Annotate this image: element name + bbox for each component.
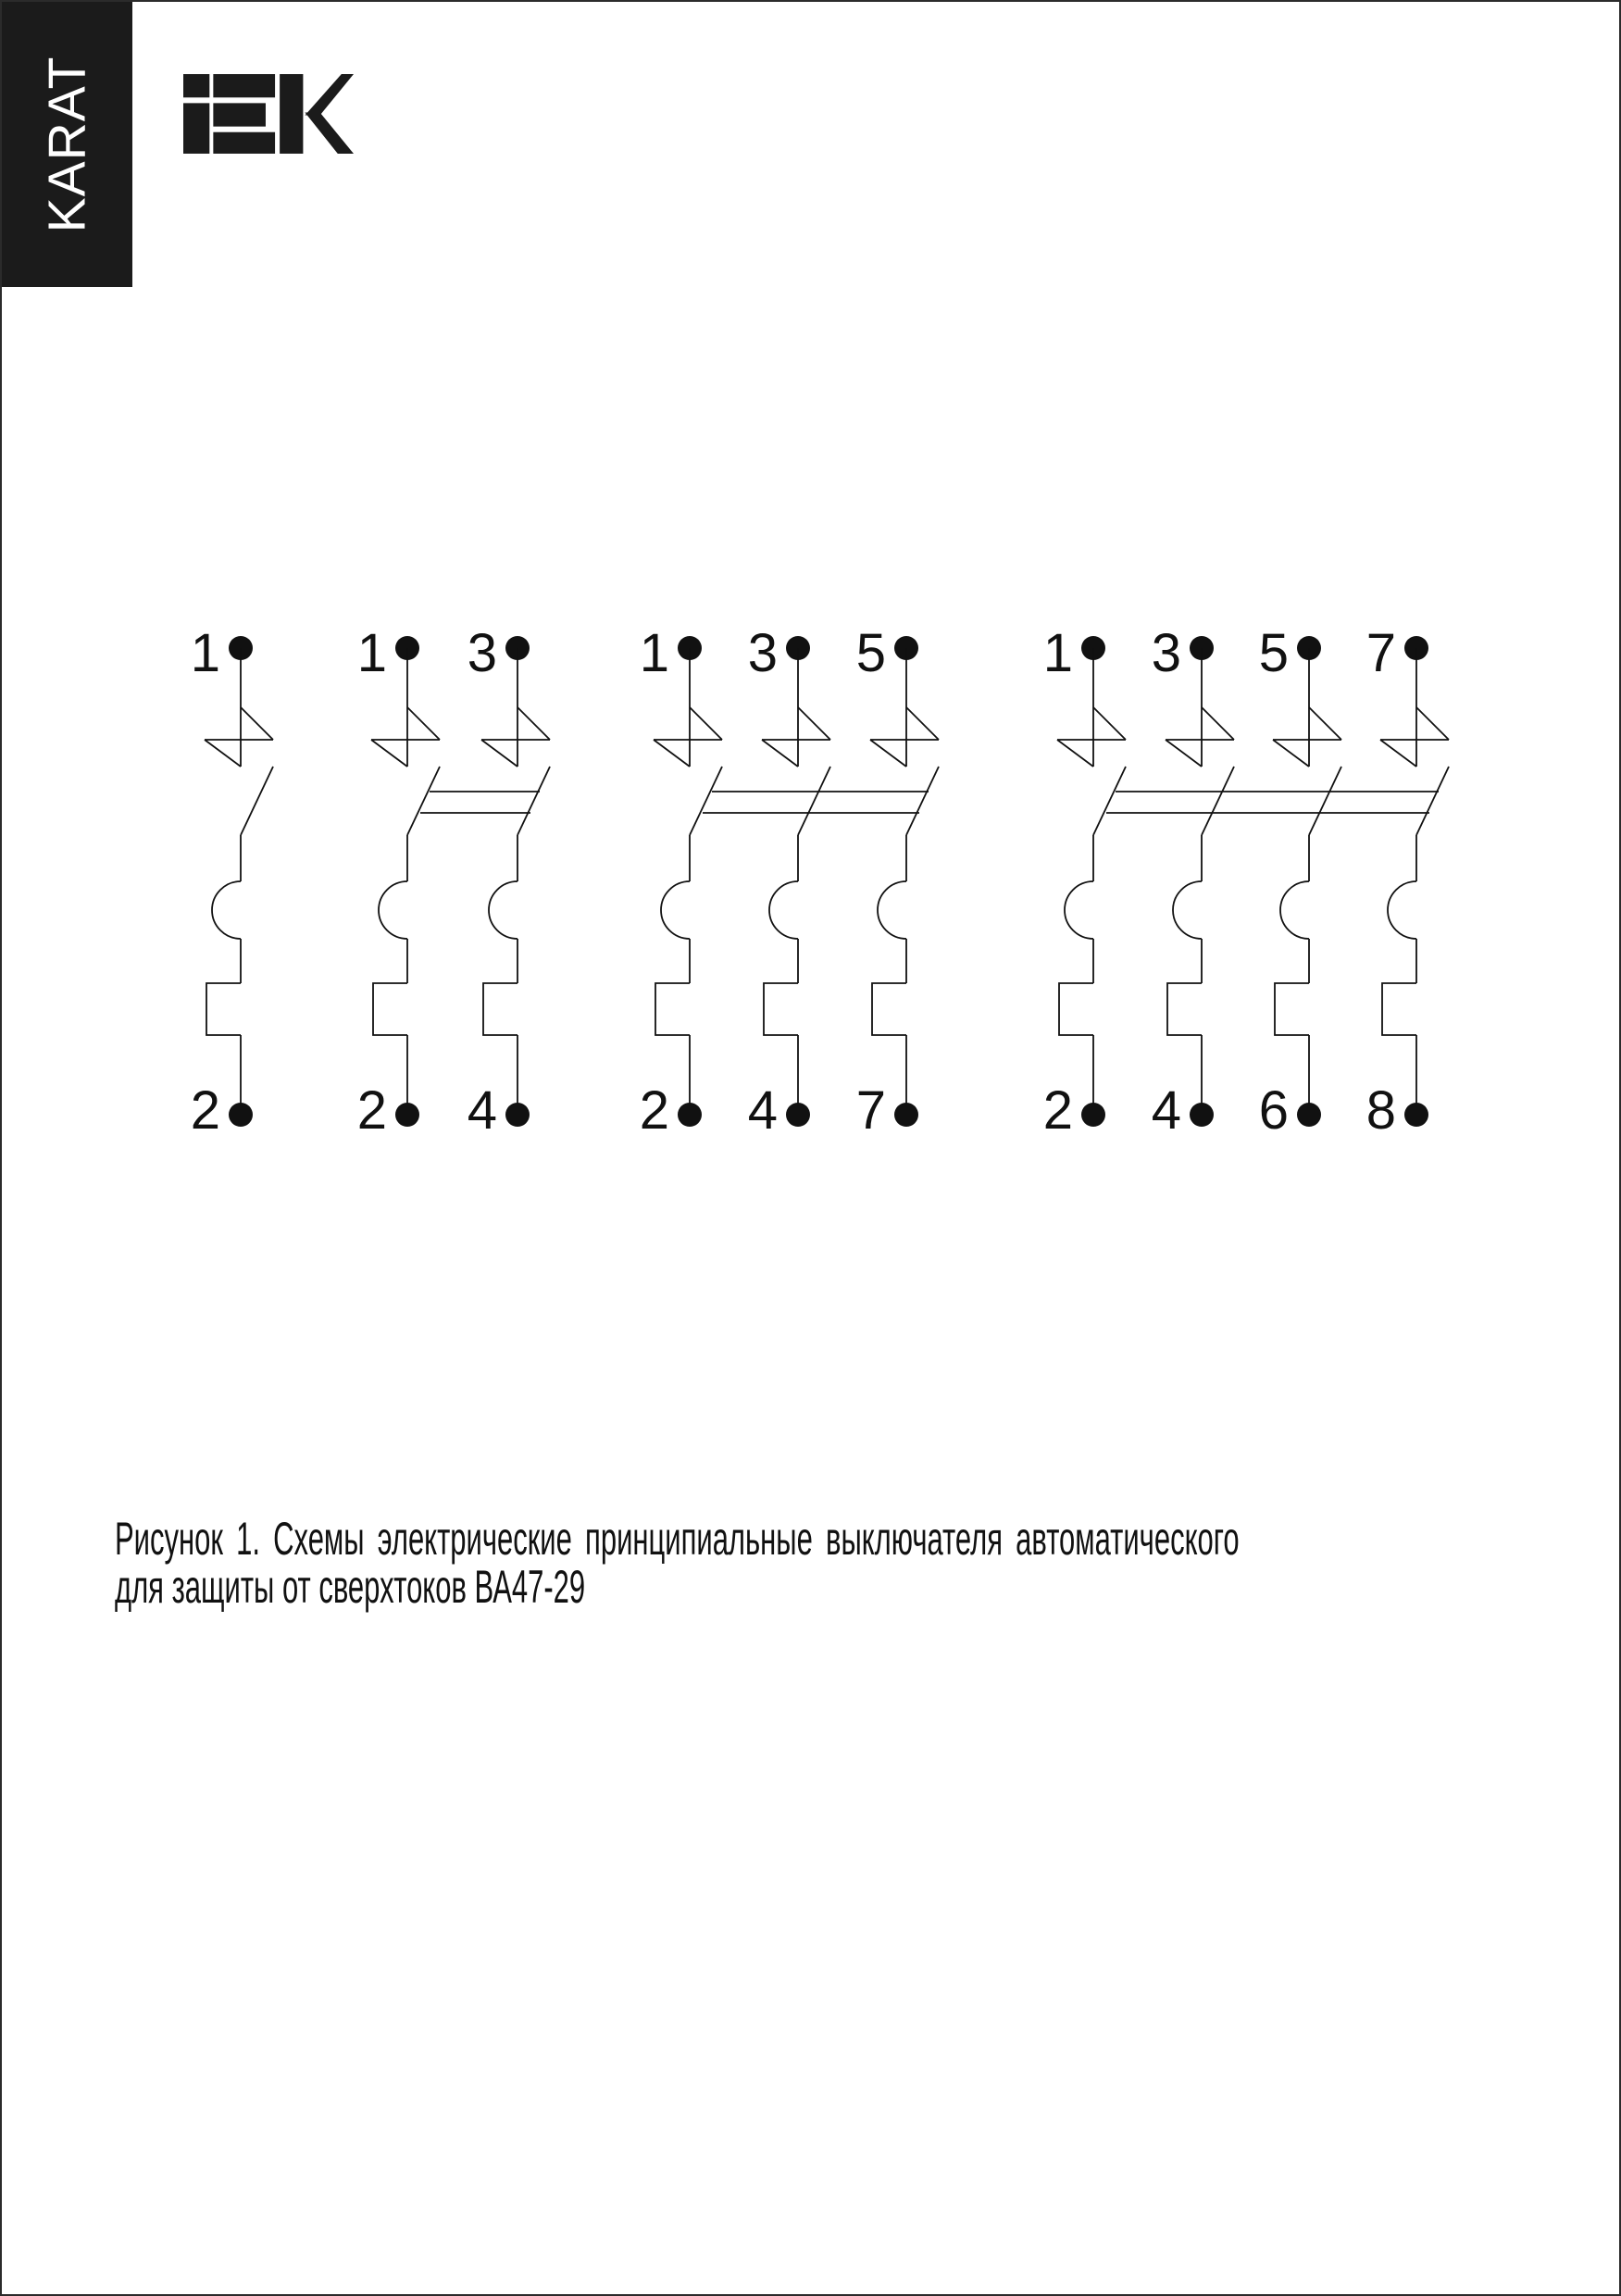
top-terminal-label: 5 [1258,623,1289,683]
bottom-terminal-dot [395,1103,419,1127]
magnetic-release-notch [1167,983,1202,1035]
pole [748,623,830,1141]
bottom-terminal-dot [1404,1103,1428,1127]
top-terminal-label: 3 [1151,623,1181,683]
bottom-terminal-dot [786,1103,810,1127]
bottom-terminal-label: 2 [356,1080,387,1141]
bottom-terminal-label: 2 [639,1080,669,1141]
pole [1152,623,1234,1141]
diagram-3-pole [640,623,939,1141]
magnetic-release-notch [206,983,241,1035]
thermal-release-arc [661,881,690,939]
pole [1043,623,1126,1141]
bottom-terminal-dot [1081,1103,1105,1127]
top-terminal-label: 3 [747,623,778,683]
bottom-terminal-dot [894,1103,918,1127]
pole [357,623,440,1141]
top-terminal-label: 3 [467,623,497,683]
pole [468,623,550,1141]
thermal-release-arc [489,881,517,939]
bottom-terminal-label: 7 [855,1080,886,1141]
pole [1366,623,1449,1141]
thermal-release-arc [1388,881,1416,939]
magnetic-release-notch [483,983,517,1035]
pole-linkage [703,792,929,813]
diagram-2-pole [357,623,550,1141]
thermal-release-arc [379,881,407,939]
pole-linkage [420,792,540,813]
bottom-terminal-dot [229,1103,253,1127]
bottom-terminal-label: 8 [1365,1080,1396,1141]
top-terminal-label: 1 [190,623,220,683]
bottom-terminal-label: 4 [467,1080,497,1141]
thermal-release-arc [1173,881,1202,939]
pole [1259,623,1341,1141]
magnetic-release-notch [1275,983,1309,1035]
circuit-diagrams-figure [2,2,1621,2296]
magnetic-release-notch [764,983,798,1035]
bottom-terminal-label: 6 [1258,1080,1289,1141]
magnetic-release-notch [655,983,690,1035]
karat-label: KARAT [37,56,97,233]
bottom-terminal-label: 2 [190,1080,220,1141]
bottom-terminal-dot [505,1103,530,1127]
thermal-release-arc [1065,881,1093,939]
bottom-terminal-label: 4 [1151,1080,1181,1141]
pole [640,623,722,1141]
top-terminal-label: 7 [1365,623,1396,683]
pole [856,623,939,1141]
bottom-terminal-dot [1190,1103,1214,1127]
magnetic-release-notch [1382,983,1416,1035]
top-terminal-label: 1 [356,623,387,683]
thermal-release-arc [212,881,241,939]
figure-caption-line1: Рисунок 1. Схемы электрические принципиальные выключателя автоматического [115,1513,1240,1565]
top-terminal-label: 1 [1042,623,1073,683]
magnetic-release-notch [373,983,407,1035]
bottom-terminal-dot [1297,1103,1321,1127]
figure-caption-line2: для защиты от сверхтоков ВА47-29 [115,1561,586,1613]
bottom-terminal-label: 4 [747,1080,778,1141]
top-terminal-label: 5 [855,623,886,683]
top-terminal-label: 1 [639,623,669,683]
diagram-1-pole [191,623,273,1141]
bottom-terminal-dot [678,1103,702,1127]
figure-caption [115,1515,1240,1611]
thermal-release-arc [878,881,906,939]
pole [191,623,273,1141]
magnetic-release-notch [1059,983,1093,1035]
bottom-terminal-label: 2 [1042,1080,1073,1141]
diagram-4-pole [1043,623,1449,1141]
thermal-release-arc [769,881,798,939]
pole-linkage [1106,792,1439,813]
magnetic-release-notch [872,983,906,1035]
thermal-release-arc [1280,881,1309,939]
